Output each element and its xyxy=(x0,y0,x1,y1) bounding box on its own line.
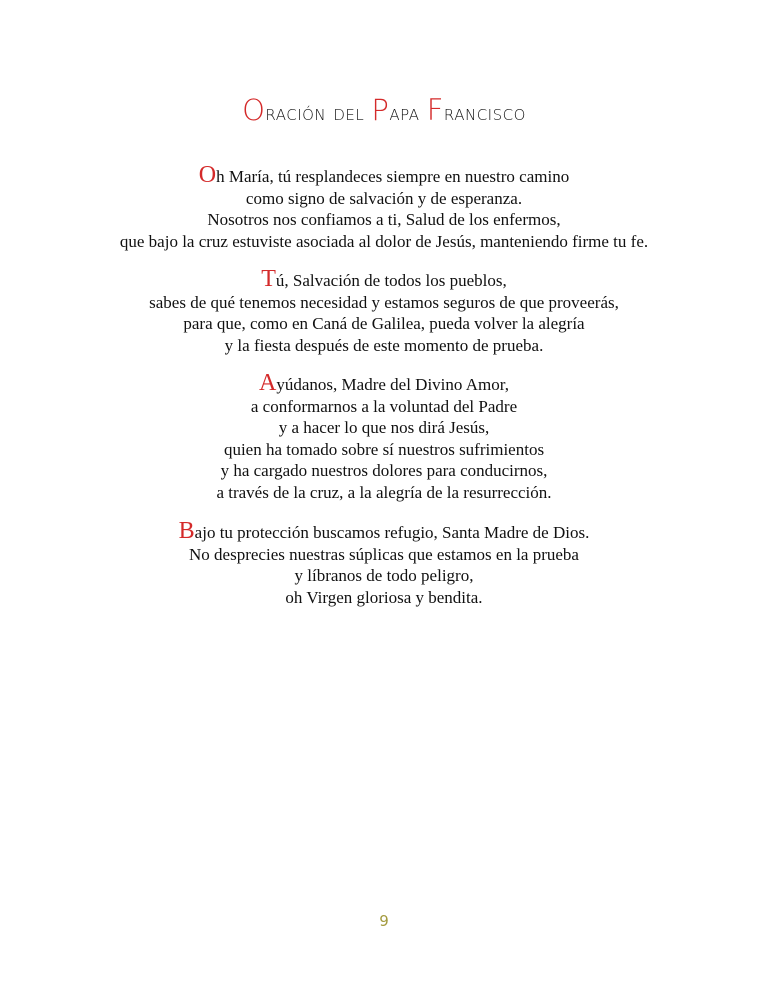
first-line-text: ajo tu protección buscamos refugio, Santa Madre de Dios. xyxy=(194,523,590,542)
drop-cap: T xyxy=(261,266,276,292)
stanza-line: oh Virgen gloriosa y bendita. xyxy=(285,587,483,607)
title-word-4 xyxy=(426,93,526,127)
title-word-rest: rancisco xyxy=(443,101,526,126)
stanza-line: y la fiesta después de este momento de prueba. xyxy=(224,335,544,355)
drop-cap: B xyxy=(178,518,195,544)
title-word-rest: del xyxy=(333,101,365,126)
stanza-line: a conformarnos a la voluntad del Padre xyxy=(250,396,518,416)
stanza-first-line xyxy=(0,518,768,544)
stanza-line: Nosotros nos confiamos a ti, Salud de los enfermos, xyxy=(207,210,561,229)
stanza-line: y líbranos de todo peligro, xyxy=(294,566,474,585)
stanza-1 xyxy=(0,162,768,252)
stanza-line: quien ha tomado sobre sí nuestros sufrimientos xyxy=(223,439,545,459)
page-number: 9 xyxy=(379,912,389,930)
stanza-line: para que, como en Caná de Galilea, pueda volver la alegría xyxy=(183,314,585,333)
title-word-2 xyxy=(333,101,364,125)
title-word-rest: ración xyxy=(265,101,327,126)
drop-cap: O xyxy=(198,162,217,188)
title-word-1 xyxy=(242,93,327,127)
stanza-line: como signo de salvación y de esperanza. xyxy=(245,188,523,208)
stanza-line: a través de la cruz, a la alegría de la resurrección. xyxy=(216,482,552,502)
stanza-line: y a hacer lo que nos dirá Jesús, xyxy=(278,418,490,437)
first-line-text: yúdanos, Madre del Divino Amor, xyxy=(276,375,509,394)
stanza-line: y ha cargado nuestros dolores para conducirnos, xyxy=(220,461,548,480)
stanza-4 xyxy=(0,518,768,608)
title-initial-f: F xyxy=(426,93,444,127)
page-title xyxy=(0,93,768,131)
first-line-text: ú, Salvación de todos los pueblos, xyxy=(275,271,507,290)
stanza-line: sabes de qué tenemos necesidad y estamos seguros de que proveerás, xyxy=(149,292,619,312)
title-initial-p: P xyxy=(371,93,390,127)
stanza-first-line xyxy=(0,162,768,188)
title-initial-o: O xyxy=(242,93,266,127)
stanza-3 xyxy=(0,370,768,503)
title-word-3 xyxy=(371,93,420,127)
stanza-first-line xyxy=(0,370,768,396)
drop-cap: A xyxy=(259,370,277,396)
first-line-text: h María, tú resplandeces siempre en nuestro camino xyxy=(216,167,570,186)
stanza-2 xyxy=(0,266,768,356)
stanza-line: que bajo la cruz estuviste asociada al dolor de Jesús, manteniendo firme tu fe. xyxy=(119,231,649,251)
stanza-first-line xyxy=(0,266,768,292)
title-word-rest: apa xyxy=(389,101,420,126)
stanza-line: No desprecies nuestras súplicas que estamos en la prueba xyxy=(189,544,579,564)
